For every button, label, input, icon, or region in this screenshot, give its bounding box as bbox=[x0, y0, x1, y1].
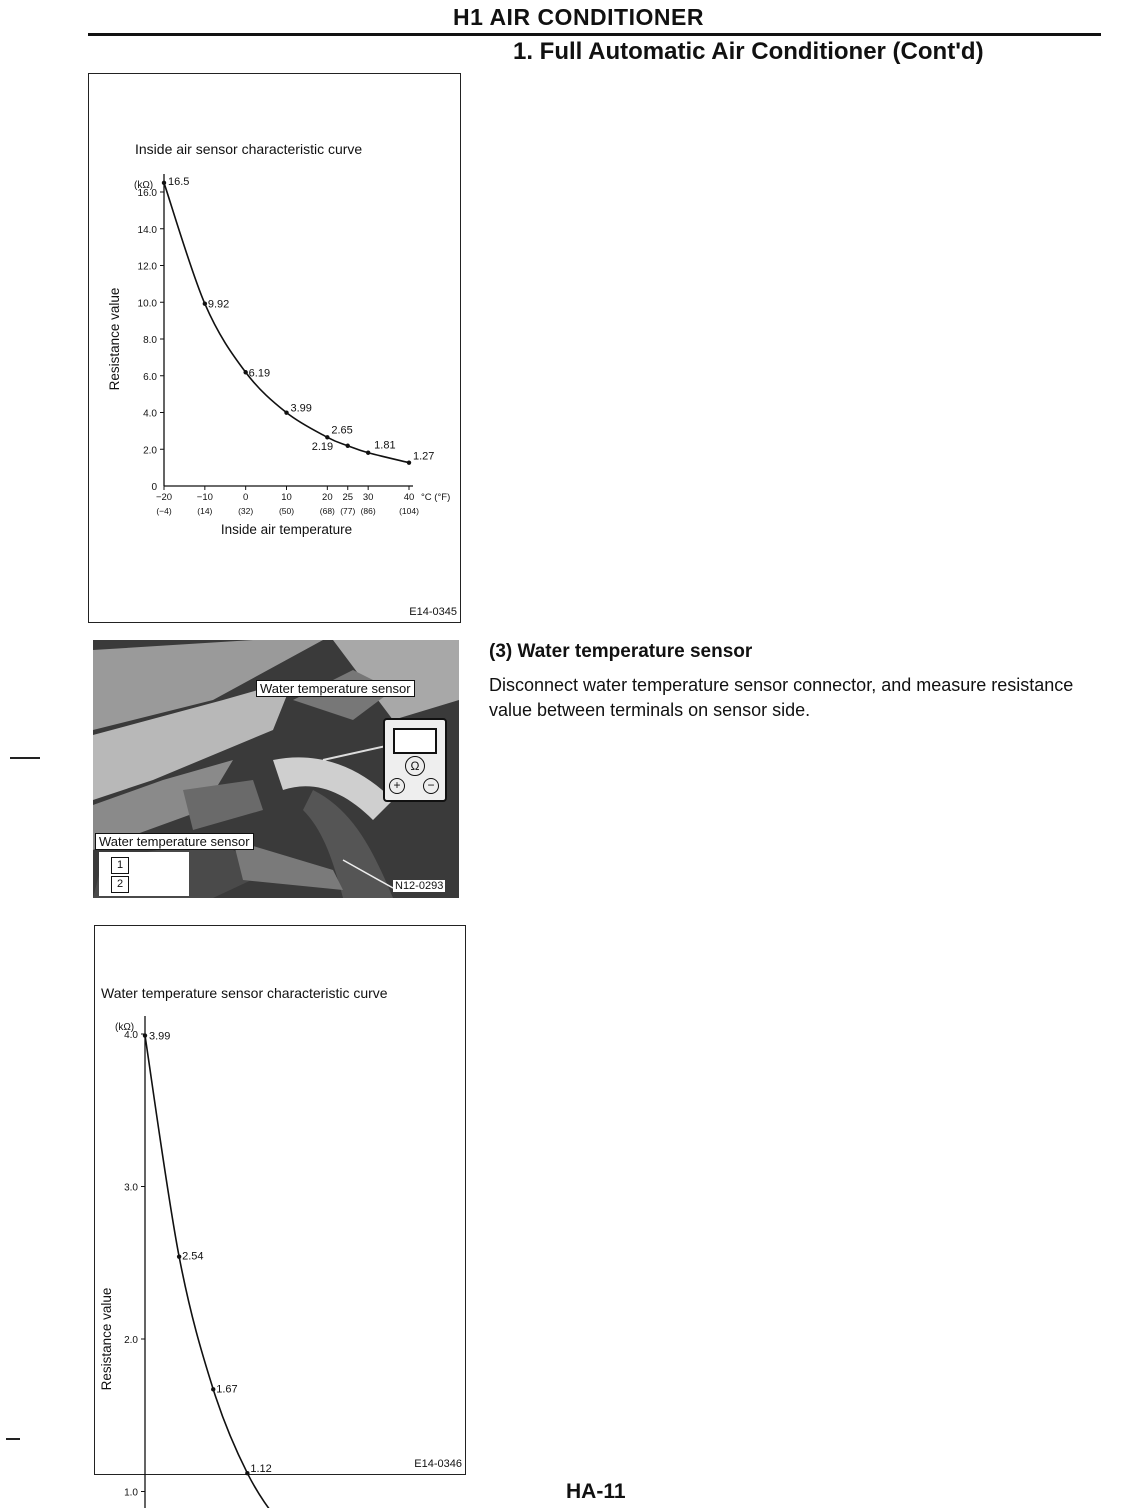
y-tick-label: 4.0 bbox=[124, 1030, 138, 1041]
data-label: 1.67 bbox=[216, 1383, 238, 1396]
inside-air-sensor-chart bbox=[89, 74, 459, 594]
y-unit: (kΩ) bbox=[134, 180, 154, 191]
x-tick-label-f: (77) bbox=[340, 506, 356, 516]
y-tick-label: 4.0 bbox=[143, 408, 157, 420]
data-point bbox=[143, 1033, 147, 1037]
data-point bbox=[177, 1254, 181, 1258]
header-rule bbox=[88, 33, 1101, 36]
x-tick-label-f: (14) bbox=[197, 506, 213, 516]
data-label: 3.99 bbox=[290, 402, 312, 415]
y-axis-title: Resistance value bbox=[107, 287, 122, 391]
data-label: 16.5 bbox=[168, 175, 190, 188]
sensor-photo bbox=[93, 640, 459, 898]
x-tick-label-f: (68) bbox=[319, 506, 335, 516]
terminal-2: 2 bbox=[111, 876, 129, 893]
figure-inside-air-chart bbox=[88, 73, 461, 623]
y-tick-label: 8.0 bbox=[143, 335, 157, 346]
y-tick-label: 14.0 bbox=[137, 224, 157, 236]
series-line bbox=[164, 183, 409, 463]
chart-title: Water temperature sensor characteristic curve bbox=[101, 985, 388, 1001]
data-point bbox=[325, 435, 329, 439]
x-tick-label: 40 bbox=[403, 492, 415, 503]
data-point bbox=[407, 460, 411, 464]
data-label: 2.19 bbox=[311, 440, 334, 453]
figure-code: E14-0345 bbox=[409, 606, 457, 618]
x-tick-label: 30 bbox=[362, 492, 374, 503]
y-tick-label: 1.0 bbox=[124, 1487, 138, 1499]
x-axis-title: Inside air temperature bbox=[220, 522, 353, 537]
section-header: H1 AIR CONDITIONER bbox=[453, 4, 704, 30]
y-tick-label: 3.0 bbox=[124, 1182, 138, 1194]
data-point bbox=[162, 181, 166, 185]
data-label: 3.99 bbox=[149, 1030, 171, 1043]
data-label: 1.81 bbox=[374, 439, 396, 452]
x-tick-label: 25 bbox=[342, 492, 354, 503]
y-tick-label: 12.0 bbox=[137, 261, 157, 273]
meter-display bbox=[393, 728, 437, 754]
series-line bbox=[145, 1036, 418, 1508]
data-point bbox=[284, 410, 288, 414]
data-point bbox=[211, 1387, 215, 1391]
chart-title: Inside air sensor characteristic curve bbox=[135, 141, 363, 157]
data-point bbox=[366, 451, 370, 455]
ohmmeter bbox=[383, 718, 447, 802]
margin-mark bbox=[10, 757, 40, 759]
margin-mark bbox=[6, 1438, 20, 1440]
data-label: 1.12 bbox=[250, 1463, 272, 1476]
data-label: 6.19 bbox=[248, 367, 271, 380]
x-tick-label: −10 bbox=[196, 492, 213, 503]
data-point bbox=[203, 302, 207, 306]
data-label: 2.65 bbox=[331, 424, 353, 437]
photo-label-top: Water temperature sensor bbox=[256, 680, 415, 697]
plus-terminal: + bbox=[389, 778, 405, 794]
y-tick-label: 2.0 bbox=[124, 1335, 138, 1346]
terminal-1: 1 bbox=[111, 857, 129, 874]
section-body: Disconnect water temperature sensor connector, and measure resistance value between terminals on sensor side. bbox=[489, 675, 1074, 720]
y-tick-label: 16.0 bbox=[137, 188, 157, 199]
data-point bbox=[346, 444, 350, 448]
data-point bbox=[245, 1471, 249, 1475]
x-tick-label: 10 bbox=[281, 492, 292, 503]
data-point bbox=[243, 370, 247, 374]
minus-terminal: − bbox=[423, 778, 439, 794]
y-tick-label: 2.0 bbox=[143, 445, 157, 457]
x-tick-label-f: (104) bbox=[399, 506, 419, 516]
x-unit: °C (°F) bbox=[421, 492, 451, 503]
data-label: 2.54 bbox=[182, 1250, 204, 1263]
y-tick-label: 10.0 bbox=[137, 298, 157, 310]
data-label: 9.92 bbox=[207, 298, 230, 311]
photo-code: N12-0293 bbox=[395, 880, 444, 892]
x-tick-label: 0 bbox=[243, 492, 249, 503]
figure-water-temp-chart bbox=[94, 925, 466, 1499]
y-axis-title: Resistance value bbox=[99, 1287, 114, 1391]
x-tick-label: −20 bbox=[155, 492, 173, 503]
x-tick-label-f: (86) bbox=[360, 506, 376, 516]
y-tick-label: 0 bbox=[151, 482, 157, 493]
x-tick-label: 20 bbox=[322, 492, 333, 503]
x-tick-label-f: (50) bbox=[278, 506, 295, 516]
figure-code: E14-0346 bbox=[414, 1458, 462, 1470]
connector-diagram bbox=[99, 852, 189, 896]
x-tick-label-f: (32) bbox=[238, 506, 254, 516]
y-tick-label: 6.0 bbox=[143, 371, 157, 383]
photo-label-bottom: Water temperature sensor bbox=[95, 833, 254, 850]
data-label: 1.27 bbox=[413, 450, 435, 463]
section-heading: (3) Water temperature sensor bbox=[489, 641, 753, 662]
y-unit: (kΩ) bbox=[115, 1022, 135, 1033]
x-tick-label-f: (−4) bbox=[156, 506, 172, 516]
page-number: HA-11 bbox=[566, 1480, 626, 1503]
ohm-symbol: Ω bbox=[405, 756, 425, 776]
section-subtitle: 1. Full Automatic Air Conditioner (Cont'd) bbox=[513, 38, 984, 65]
